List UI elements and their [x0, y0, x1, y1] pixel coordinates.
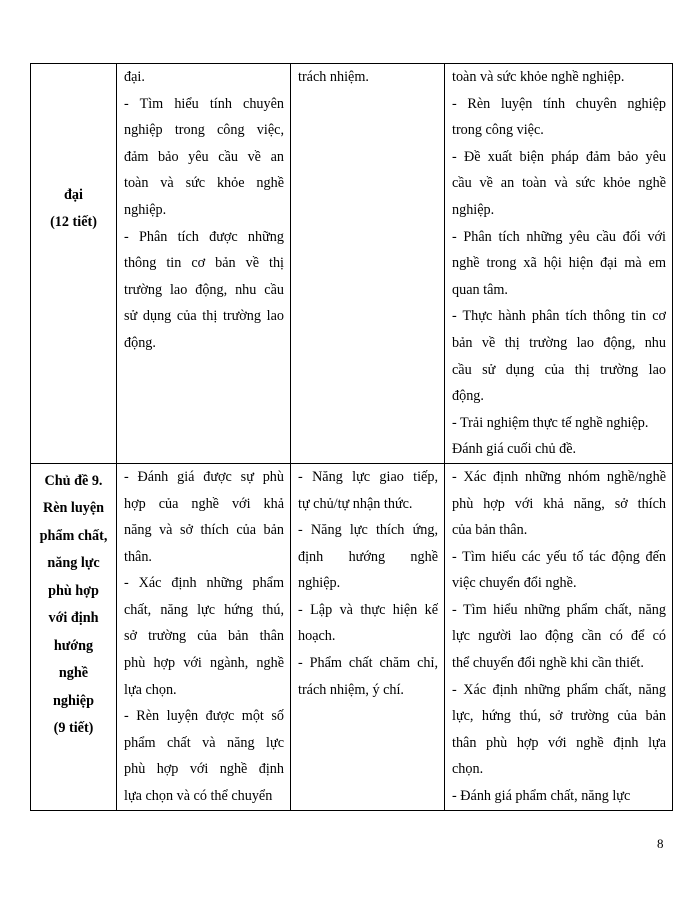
text-line: nghiệp. [124, 201, 167, 218]
objectives-cell [117, 463, 291, 810]
activities-cell [445, 64, 673, 464]
text-line: thông tin cơ bản về thị [124, 255, 284, 272]
text-line: thân. [124, 548, 152, 565]
text-line: hoạch. [298, 628, 336, 645]
text-line: phù hợp với nghề định [124, 761, 284, 778]
text-line: - Phân tích được những [124, 228, 284, 245]
text-line: - Xác định những phẩm [124, 575, 284, 592]
text-line: hướng [53, 637, 94, 654]
text-line: - Thực hành phân tích thông tin cơ [452, 308, 666, 325]
text-line: chất, năng lực hứng thú, [124, 601, 284, 618]
objectives-cell [117, 64, 291, 464]
text-line: đại. [124, 69, 145, 85]
text-line: phù hợp [48, 582, 99, 599]
text-line: năng lực [47, 555, 100, 572]
text-line: sử dụng của thị trường lao [124, 308, 284, 325]
text-line: - Phẩm chất chăm chỉ, [298, 655, 438, 672]
text-line: trong công việc. [452, 122, 544, 139]
text-line: nghề [58, 665, 89, 682]
text-line: - Phân tích những yêu cầu đối với [452, 228, 666, 245]
text-line: đảm bảo yêu cầu về an [124, 148, 284, 165]
table-row [31, 64, 673, 464]
text-line: trách nhiệm. [298, 69, 369, 85]
text-line: - Năng lực giao tiếp, [298, 468, 438, 485]
curriculum-table [30, 63, 673, 811]
text-line: nghiệp. [298, 575, 341, 592]
text-line: Chủ đề 9. [44, 472, 103, 489]
text-line: phù hợp với khả năng, sở thích [452, 495, 666, 512]
text-line: sở trường của bản thân [124, 628, 284, 645]
text-line: cầu sử dụng của thị trường lao [452, 361, 666, 378]
text-line: Đánh giá cuối chủ đề. [452, 441, 577, 458]
text-line: lực người lao động cần có để có [452, 628, 666, 645]
text-line: (12 tiết) [50, 213, 97, 230]
text-line: nghiệp. [452, 201, 495, 218]
competencies-cell [291, 463, 445, 810]
text-line: - Lập và thực hiện kế [298, 601, 438, 618]
text-line: lực, hứng thú, sở trường của bản [452, 708, 666, 725]
text-line: - Tìm hiểu các yếu tố tác động đến [452, 548, 666, 565]
text-line: định hướng nghề [298, 548, 438, 565]
text-line: Rèn luyện [42, 500, 105, 517]
text-line: đại [64, 187, 83, 203]
table-row [31, 463, 673, 810]
text-line: - Rèn luyện tính chuyên nghiệp [452, 95, 666, 112]
page-number: 8 [657, 836, 664, 851]
text-line: với định [48, 610, 99, 627]
text-line: cầu về an toàn và sức khỏe nghề [452, 175, 666, 192]
text-line: (9 tiết) [53, 720, 94, 737]
activities-cell [445, 463, 673, 810]
text-line: năng và sở thích của bản [124, 522, 284, 539]
text-line: trường lao động, nhu cầu [124, 281, 284, 298]
text-line: - Tìm hiểu những phẩm chất, năng [452, 601, 666, 618]
text-line: phẩm chất và năng lực [124, 734, 284, 751]
text-line: toàn và sức khỏe nghề [124, 175, 284, 192]
text-line: trách nhiệm, ý chí. [298, 681, 404, 698]
text-line: - Rèn luyện được một số [124, 708, 284, 725]
text-line: thân phù hợp với nghề định lựa [452, 734, 666, 751]
competencies-cell [291, 64, 445, 464]
text-line: nghề trong xã hội hiện đại mà em [452, 255, 666, 272]
text-line: - Xác định những nhóm nghề/nghề [452, 468, 666, 485]
text-line: phẩm chất, [39, 527, 108, 544]
text-line: nghiệp [52, 692, 94, 709]
text-line: việc chuyển đổi nghề. [452, 575, 577, 592]
text-line: động. [452, 388, 484, 405]
text-line: - Tìm hiểu tính chuyên [124, 95, 284, 112]
text-line: - Năng lực thích ứng, [298, 522, 438, 539]
text-line: quan tâm. [452, 281, 508, 298]
text-line: hợp của nghề với khả [124, 495, 284, 512]
text-line: của bản thân. [452, 522, 528, 539]
text-line: động. [124, 334, 156, 351]
text-line: - Trải nghiệm thực tế nghề nghiệp. [452, 414, 649, 431]
text-line: thể chuyển đổi nghề khi cần thiết. [452, 655, 644, 672]
text-line: toàn và sức khỏe nghề nghiệp. [452, 69, 625, 85]
text-line: - Đánh giá phẩm chất, năng lực [452, 788, 631, 805]
text-line: - Đề xuất biện pháp đảm bảo yêu [452, 148, 666, 165]
text-line: - Đánh giá được sự phù [124, 468, 284, 485]
text-line: phù hợp với ngành, nghề [124, 655, 284, 672]
topic-cell [31, 64, 117, 464]
text-line: bản về thị trường lao động, nhu [452, 334, 666, 351]
text-line: chọn. [452, 761, 484, 778]
topic-cell [31, 463, 117, 810]
text-line: nghiệp trong công việc, [124, 122, 284, 139]
text-line: lựa chọn. [124, 681, 177, 698]
text-line: lựa chọn và có thể chuyển [124, 788, 273, 805]
text-line: tự chủ/tự nhận thức. [298, 495, 413, 512]
text-line: - Xác định những phẩm chất, năng [452, 681, 666, 698]
